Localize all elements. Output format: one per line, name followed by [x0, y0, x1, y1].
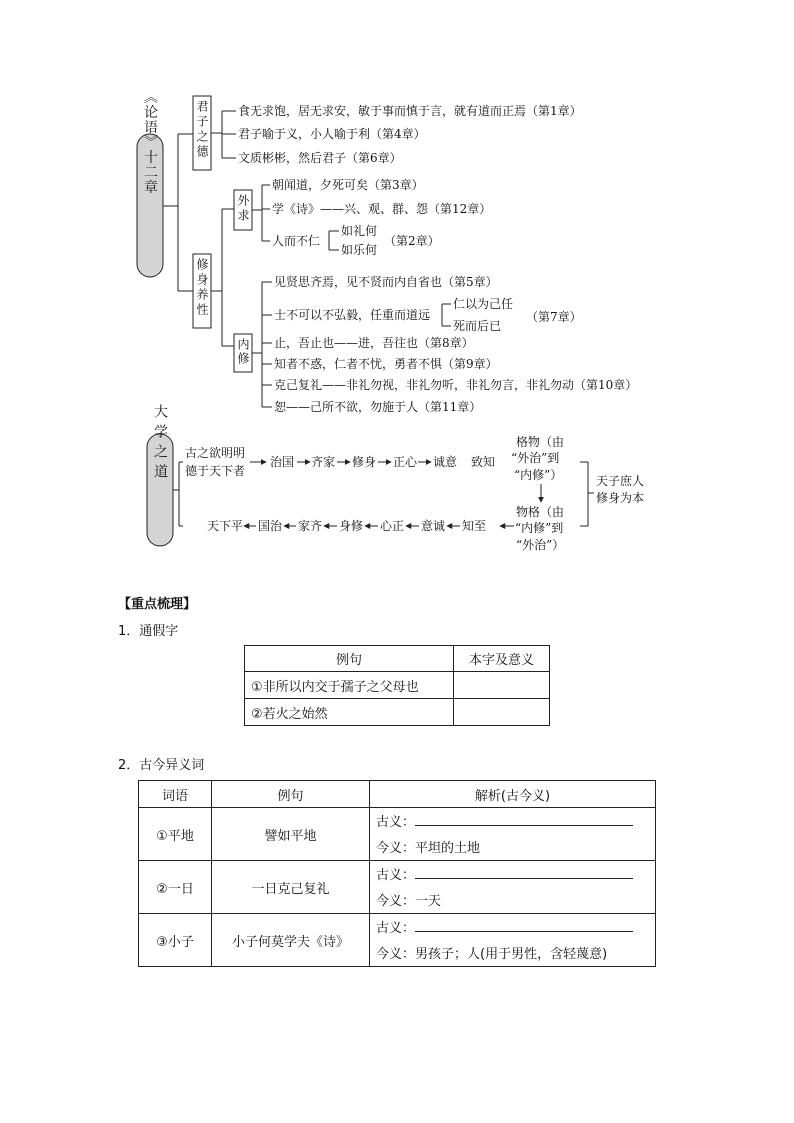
gu-label: 古义：	[376, 814, 416, 830]
backward-step-zhizhi: 知至	[462, 519, 487, 533]
wuge-line-3: “外治”）	[516, 538, 565, 552]
inner-item-4: 知者不惑，仁者不忧，勇者不惧（第9章）	[274, 357, 498, 371]
answer-blank-line	[415, 919, 633, 932]
col-header-example: 例句	[245, 646, 454, 672]
tongjiazi-answer-2	[454, 699, 550, 726]
gewu-line-3: “内修”）	[514, 468, 563, 482]
section-heading: 【重点梳理】	[118, 597, 197, 612]
outer-ren-option-1: 如礼何	[341, 224, 378, 238]
inner-item-6: 恕——己所不欲，勿施于人（第11章）	[274, 400, 482, 414]
jin-label: 今义：	[376, 946, 416, 962]
forward-step-chengyi: 诚意	[433, 455, 458, 469]
gujin-gu-2	[370, 861, 656, 886]
jin-label: 今义：	[376, 893, 416, 909]
junzi-item-2: 君子喻于义，小人喻于利（第4章）	[238, 127, 426, 141]
col-header-sentence: 例句	[212, 781, 370, 808]
outer-ren-prefix: 人而不仁	[272, 234, 321, 248]
col-header-word: 词语	[139, 781, 212, 808]
gu-label: 古义：	[376, 920, 416, 936]
inner-item-5: 克己复礼——非礼勿视，非礼勿听，非礼勿言，非礼勿动（第10章）	[274, 378, 638, 392]
backward-step-yicheng: 意诚	[421, 519, 446, 533]
branch-junzi-label: 君子之德	[195, 100, 209, 160]
conclusion-line-1: 天子庶人	[596, 474, 645, 488]
inner-item-3: 止，吾止也——进，吾往也（第8章）	[274, 336, 474, 350]
gujin-word-2: ②一日	[139, 861, 212, 914]
outer-ren-chapter: （第2章）	[384, 234, 440, 248]
forward-step-qijia: 齐家	[311, 455, 336, 469]
gujin-title: 2．古今异义词	[118, 758, 205, 773]
tongjiazi-answer-1	[454, 672, 550, 699]
backward-step-guozhi: 国治	[258, 519, 283, 533]
forward-step-zhizhi: 致知	[471, 455, 496, 469]
lunyu-root-title: 《论语》十二章	[142, 89, 158, 195]
gewu-line-2: “外治”到	[511, 451, 560, 465]
inner-label: 内修	[236, 338, 250, 366]
backward-step-jiaqi: 家齐	[298, 519, 323, 533]
wuge-line-2: “内修”到	[515, 521, 564, 535]
forward-step-xiushen: 修身	[352, 455, 377, 469]
backward-step-tianxiaping: 天下平	[207, 519, 244, 533]
inner-item-1: 见贤思齐焉，见不贤而内自省也（第5章）	[274, 275, 498, 289]
col-header-analysis: 解析(古今义)	[370, 781, 656, 808]
branch-xiushen-label: 修身养性	[195, 258, 209, 318]
gu-label: 古义：	[376, 867, 416, 883]
jin-value: 一天	[415, 893, 442, 909]
mindmap-diagrams	[0, 0, 794, 560]
inner-shi-option-1: 仁以为己任	[453, 297, 514, 311]
inner-shi-chapter: （第7章）	[526, 310, 582, 324]
forward-step-zhengxin: 正心	[393, 455, 418, 469]
daxue-text	[152, 403, 644, 552]
daxue-start-line-2: 德于天下者	[185, 464, 246, 478]
answer-blank-line	[415, 866, 633, 879]
lunyu-text	[142, 90, 637, 415]
gujin-jin-2	[370, 885, 656, 914]
col-header-meaning: 本字及意义	[454, 646, 550, 672]
backward-step-shenxiu: 身修	[339, 519, 364, 533]
inner-shi-option-2: 死而后已	[453, 319, 502, 333]
gujin-gu-3	[370, 914, 656, 939]
outer-item-2: 学《诗》——兴、观、群、怨（第12章）	[272, 202, 492, 216]
tongjiazi-table	[244, 645, 550, 726]
junzi-item-1: 食无求饱，居无求安，敏于事而慎于言，就有道而正焉（第1章）	[238, 104, 582, 118]
gujin-gu-1	[370, 808, 656, 833]
jin-value: 男孩子；人(用于男性，含轻蔑意)	[415, 946, 608, 962]
jin-label: 今义：	[376, 840, 416, 856]
daxue-start-line-1: 古之欲明明	[185, 446, 246, 460]
backward-step-xinzheng: 心正	[380, 519, 405, 533]
gujin-jin-3	[370, 938, 656, 967]
outer-label: 外求	[236, 194, 250, 224]
inner-shi-prefix: 士不可以不弘毅，任重而道远	[274, 308, 431, 322]
jin-value: 平坦的土地	[415, 840, 481, 856]
wuge-line-1: 物格（由	[516, 505, 565, 519]
gujin-example-2: 一日克己复礼	[212, 861, 370, 914]
gujin-example-3: 小子何莫学夫《诗》	[212, 914, 370, 967]
answer-blank-line	[415, 813, 633, 826]
gujin-jin-1	[370, 832, 656, 861]
gujin-table	[138, 780, 656, 967]
outer-ren-option-2: 如乐何	[341, 243, 378, 257]
gujin-word-1: ①平地	[139, 808, 212, 861]
daxue-root-title: 大学之道	[152, 404, 168, 484]
gujin-word-3: ③小子	[139, 914, 212, 967]
gewu-line-1: 格物（由	[516, 435, 565, 449]
forward-step-zhiguo: 治国	[270, 455, 295, 469]
tongjiazi-title: 1．通假字	[118, 624, 179, 639]
outer-item-1: 朝闻道，夕死可矣（第3章）	[272, 178, 424, 192]
tongjiazi-row-1: ①非所以内交于孺子之父母也	[245, 672, 454, 699]
gujin-example-1: 譬如平地	[212, 808, 370, 861]
conclusion-line-2: 修身为本	[596, 491, 645, 505]
junzi-item-3: 文质彬彬，然后君子（第6章）	[238, 151, 402, 165]
tongjiazi-row-2: ②若火之始然	[245, 699, 454, 726]
